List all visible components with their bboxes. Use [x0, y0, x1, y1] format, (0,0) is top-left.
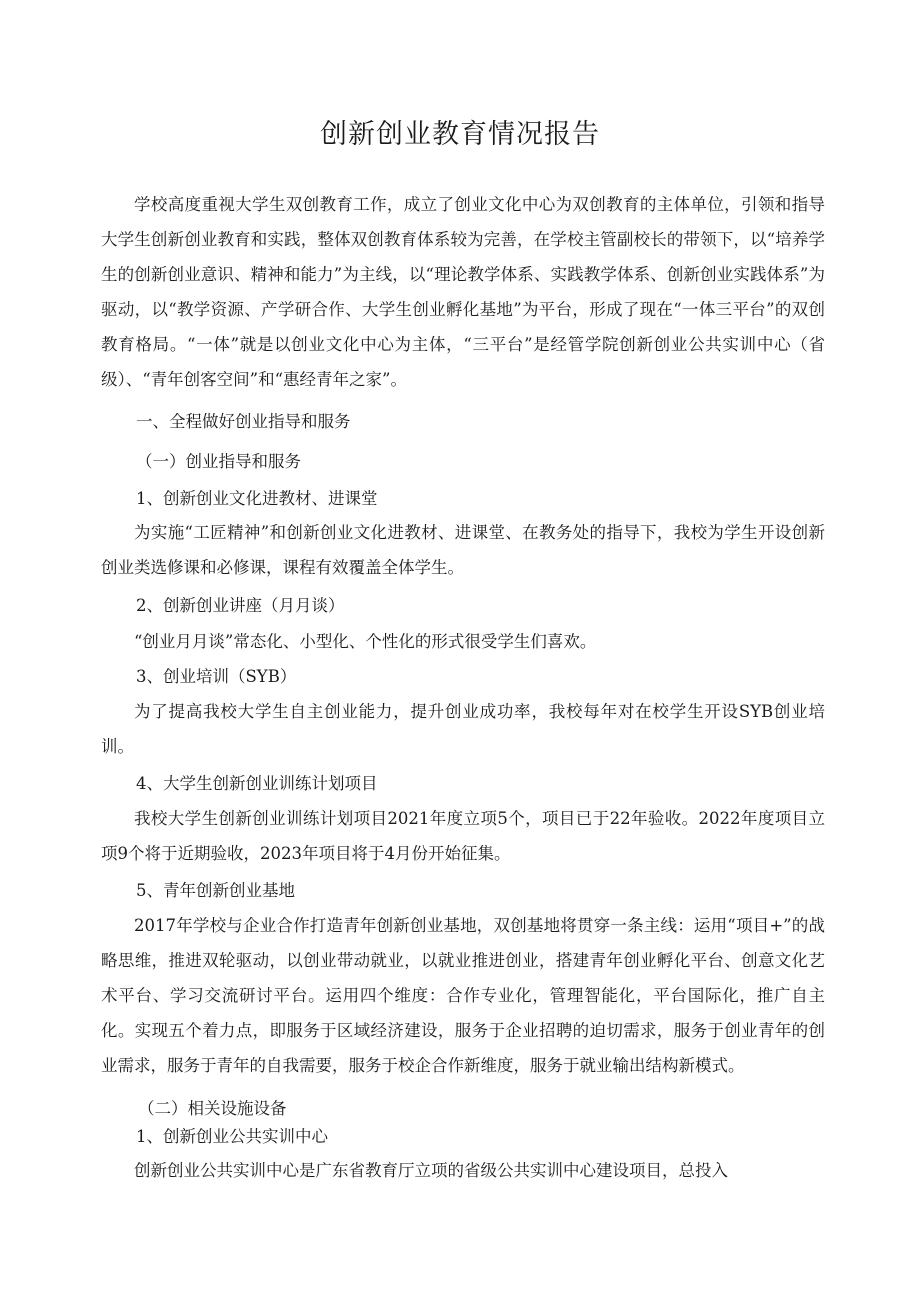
- subsection-heading: （二）相关设施设备: [138, 1099, 287, 1118]
- document-title: 创新创业教育情况报告: [320, 119, 600, 150]
- item-heading: 4、大学生创新创业训练计划项目: [136, 774, 378, 793]
- item-paragraph: 为实施“工匠精神”和创新创业文化进教材、进课堂、在教务处的指导下，我校为学生开设创新创业类选修课和必修课，课程有效覆盖全体学生。: [101, 523, 825, 577]
- item-paragraph: 创新创业公共实训中心是广东省教育厅立项的省级公共实训中心建设项目，总投入: [134, 1161, 728, 1180]
- item-heading: 1、创新创业公共实训中心: [136, 1127, 328, 1146]
- item-paragraph: “创业月月谈”常态化、小型化、个性化的形式很受学生们喜欢。: [134, 632, 597, 651]
- item-paragraph: 为了提高我校大学生自主创业能力，提升创业成功率，我校每年对在校学生开设SYB创业培训。: [101, 702, 825, 756]
- subsection-heading: （一）创业指导和服务: [136, 452, 301, 471]
- item-heading: 1、创新创业文化进教材、进课堂: [136, 489, 378, 508]
- intro-paragraph: 学校高度重视大学生双创教育工作，成立了创业文化中心为双创教育的主体单位，引领和指导大学生创新创业教育和实践，整体双创教育体系较为完善，在学校主管副校长的带领下，以“培养学生的创新创业意识、精神和能力”为主线，以“理论教学体系、实践教学体系、创新创业实践体系”为驱动，以“教学资源、产学研合作、大学生创业孵化基地”为平台，形成了现在“一体三平台”的双创教育格局。“一体”就是以创业文化中心为主体，“三平台”是经管学院创新创业公共实训中心（省级）、“青年创客空间”和“惠经青年之家”。: [101, 195, 825, 389]
- item-heading: 5、青年创新创业基地: [136, 881, 295, 900]
- item-paragraph: 2017年学校与企业合作打造青年创新创业基地，双创基地将贯穿一条主线：运用“项目+”的战略思维，推进双轮驱动，以创业带动就业，以就业推进创业，搭建青年创业孵化平台、创意文化艺术平台、学习交流研讨平台。运用四个维度：合作专业化，管理智能化，平台国际化，推广自主化。实现五个着力点，即服务于区域经济建设，服务于企业招聘的迫切需求，服务于创业青年的创业需求，服务于青年的自我需要，服务于校企合作新维度，服务于就业输出结构新模式。: [101, 916, 825, 1075]
- item-heading: 2、创新创业讲座（月月谈）: [136, 596, 345, 615]
- item-paragraph: 我校大学生创新创业训练计划项目2021年度立项5个，项目已于22年验收。2022年度项目立项9个将于近期验收，2023年项目将于4月份开始征集。: [101, 809, 825, 863]
- section-heading: 一、全程做好创业指导和服务: [136, 412, 351, 431]
- item-heading: 3、创业培训（SYB）: [136, 667, 297, 686]
